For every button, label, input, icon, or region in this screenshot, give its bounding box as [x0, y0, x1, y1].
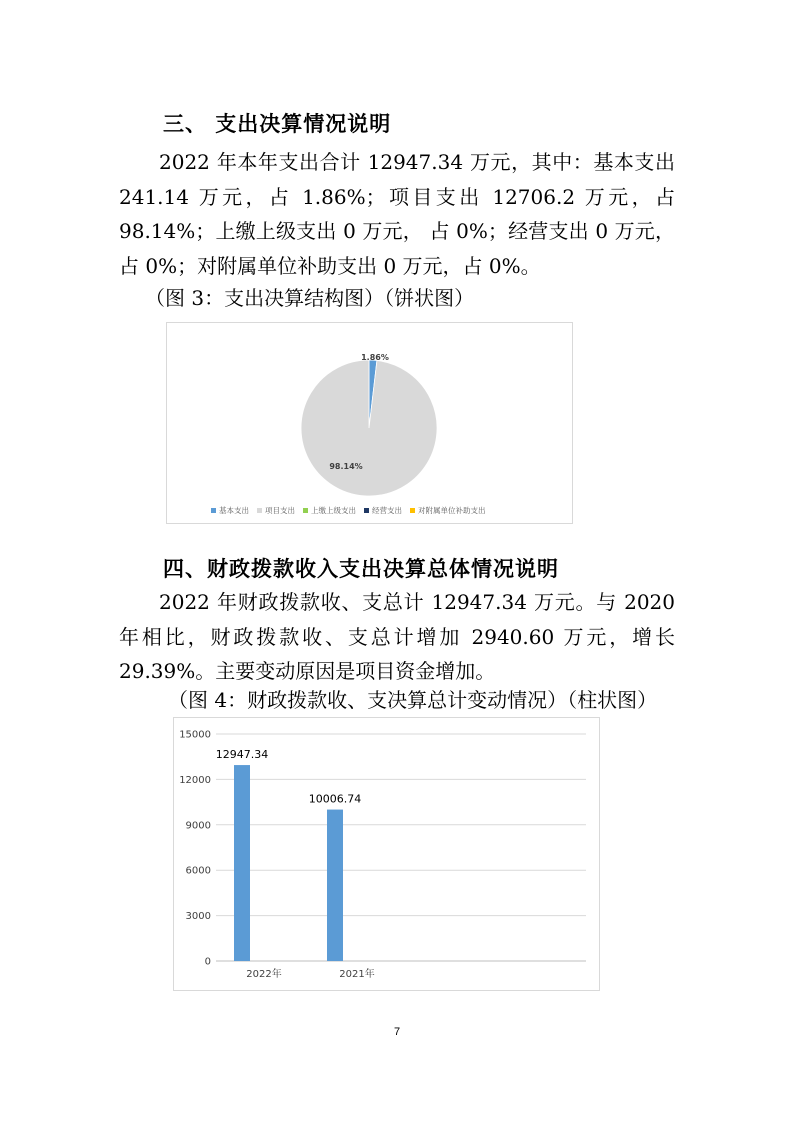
pie-legend-swatch-4	[410, 508, 415, 513]
figure3-caption: （图 3：支出决算结构图）（饼状图）	[145, 286, 475, 310]
pie-legend-label-1: 项目支出	[265, 506, 295, 515]
bar-category-label-1: 2021年	[339, 969, 375, 980]
pie-legend-swatch-2	[303, 508, 308, 513]
pie-legend-swatch-1	[257, 508, 262, 513]
bar-ytick-label-3: 9000	[185, 820, 211, 832]
bar-data-label-0: 12947.34	[215, 748, 269, 762]
pie-data-label-0: 1.86%	[361, 353, 389, 362]
bar-chart	[173, 717, 600, 991]
section3-heading: 三、 支出决算情况说明	[163, 112, 392, 136]
section4-heading: 四、财政拨款收入支出决算总体情况说明	[163, 557, 559, 581]
section4-paragraph: 2022 年财政拨款收、支总计 12947.34 万元。与 2020 年相比，财政拨款收、支总计增加 2940.60 万元，增长 29.39%。主要变动原因是项目资金增加。	[119, 590, 675, 683]
pie-legend-label-3: 经营支出	[372, 506, 402, 515]
bar-category-label-0: 2022年	[246, 969, 282, 980]
bar-0	[234, 765, 250, 961]
bar-ytick-label-4: 12000	[179, 774, 211, 786]
pie-data-label-1: 98.14%	[329, 462, 363, 471]
pie-legend-label-2: 上缴上级支出	[311, 506, 356, 515]
pie-legend-swatch-0	[211, 508, 216, 513]
bar-chart-svg	[174, 718, 599, 990]
pie-legend-label-0: 基本支出	[219, 506, 249, 515]
pie-chart-svg	[167, 323, 572, 523]
page-number: 7	[393, 1026, 401, 1038]
bar-data-label-1: 10006.74	[308, 792, 362, 806]
bar-ytick-label-2: 6000	[185, 865, 211, 877]
pie-legend-label-4: 对附属单位补助支出	[418, 506, 486, 515]
pie-slice-1	[301, 360, 437, 496]
bar-ytick-label-5: 15000	[179, 729, 211, 741]
pie-legend-swatch-3	[364, 508, 369, 513]
bar-ytick-label-0: 0	[204, 956, 211, 968]
bar-ytick-label-1: 3000	[185, 911, 211, 923]
section3-paragraph: 2022 年本年支出合计 12947.34 万元，其中：基本支出 241.14 万元，占 1.86%；项目支出 12706.2 万元，占 98.14%；上缴上级支出 0 万元， 占 0%；经营支出 0 万元， 占 0%；对附属单位补助支出 0 万元，占 0%。	[119, 150, 675, 278]
bar-1	[327, 810, 343, 961]
figure4-caption: （图 4：财政拨款收、支决算总计变动情况）（柱状图）	[168, 688, 658, 712]
pie-chart	[166, 322, 573, 524]
